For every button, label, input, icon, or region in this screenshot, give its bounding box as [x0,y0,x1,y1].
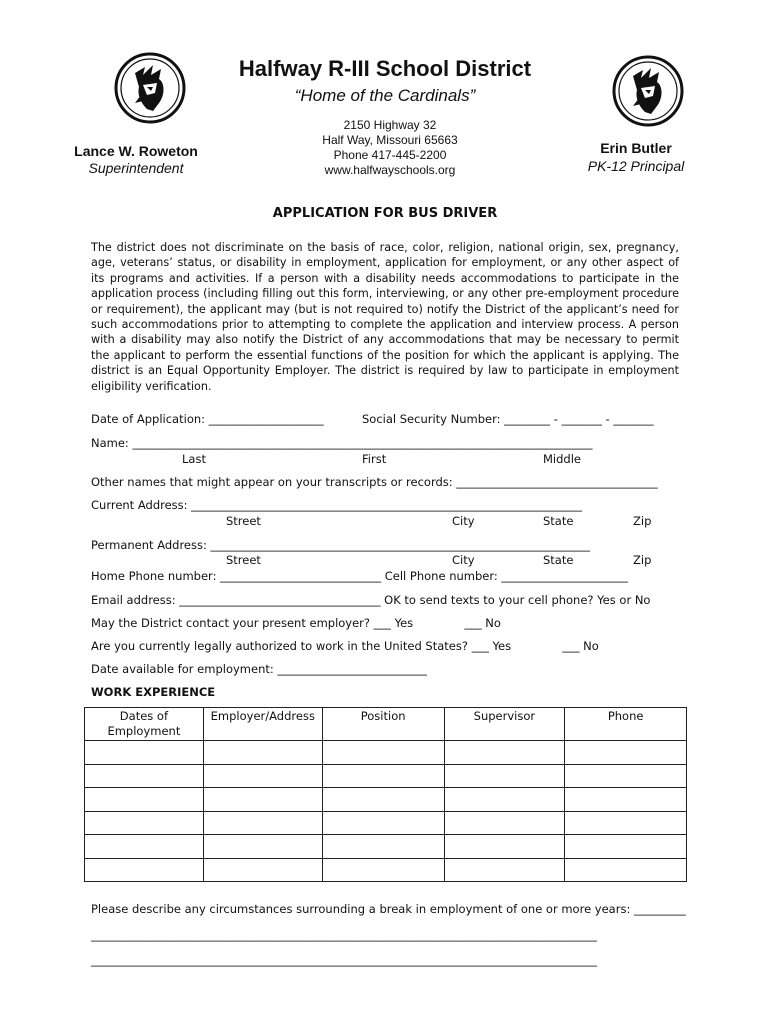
current-city-label: City [452,514,475,528]
permanent-city-label: City [452,553,475,567]
principal-title: PK-12 Principal [587,158,685,174]
address-city: Half Way, Missouri 65663 [322,133,458,147]
table-cell[interactable] [565,858,687,882]
nondiscrimination-statement: The district does not discriminate on the basis of race, color, religion, national origin, sex, pregnancy, age, veterans’ status, or disability in employment, application for employment, or any other aspect of its programs and activities. If a person with a disability needs accommodations to participate in the application process (including filling out this form, interviewing, or any other pre-employment procedure or requirement), the applicant may (but is not required to) notify the District of the applicant’s need for such accommodations prior to attempting to complete the application and interview process. A person with a disability may also notify the District of any accommodations that may be necessary to permit the applicant to perform the essential functions of the position for which the applicant is applying. The district is an Equal Opportunity Employer. The district is required by law to participate in employment eligibility verification. [91,241,679,393]
table-cell[interactable] [444,858,565,882]
work-experience-heading: WORK EXPERIENCE [91,685,216,699]
employment-break-question[interactable]: Please describe any circumstances surrounding a break in employment of one or more years: _________ [91,902,686,916]
email-field[interactable]: Email address: ___________________________________ OK to send texts to your cell phone? Yes or No [91,593,651,607]
table-cell[interactable] [203,811,322,835]
table-cell[interactable] [85,788,204,812]
table-cell[interactable] [322,764,444,788]
other-names-field[interactable]: Other names that might appear on your transcripts or records: ___________________________________ [91,475,658,489]
table-cell[interactable] [565,811,687,835]
table-cell[interactable] [322,788,444,812]
address-website: www.halfwayschools.org [324,163,456,177]
table-cell[interactable] [322,741,444,765]
address-phone: Phone 417-445-2200 [333,148,447,162]
table-cell[interactable] [444,788,565,812]
table-row [85,858,687,882]
table-cell[interactable] [444,835,565,859]
table-cell[interactable] [565,835,687,859]
table-row [85,741,687,765]
table-cell[interactable] [203,788,322,812]
col-position: Position [322,708,444,741]
table-row [85,835,687,859]
table-cell[interactable] [565,788,687,812]
table-cell[interactable] [85,764,204,788]
employment-break-line-1[interactable]: ________________________________________________________________________________________ [91,928,597,942]
table-cell[interactable] [85,741,204,765]
col-phone: Phone [565,708,687,741]
table-row [85,811,687,835]
permanent-zip-label: Zip [633,553,652,567]
table-cell[interactable] [444,811,565,835]
table-cell[interactable] [322,811,444,835]
district-name: Halfway R-III School District [238,56,532,81]
form-title: APPLICATION FOR BUS DRIVER [272,206,498,221]
current-address-field[interactable]: Current Address: ____________________________________________________________________ [91,498,583,512]
current-state-label: State [543,514,574,528]
address-street: 2150 Highway 32 [343,118,437,132]
principal-name: Erin Butler [600,140,672,156]
table-cell[interactable] [85,858,204,882]
table-cell[interactable] [444,764,565,788]
col-supervisor: Supervisor [444,708,565,741]
permanent-street-label: Street [226,553,261,567]
table-row [85,764,687,788]
col-employer-address: Employer/Address [203,708,322,741]
table-cell[interactable] [203,835,322,859]
table-cell[interactable] [322,858,444,882]
contact-employer-question[interactable]: May the District contact your present employer? ___ Yes ___ No [91,616,501,630]
table-cell[interactable] [85,835,204,859]
name-first-label: First [362,452,387,466]
table-cell[interactable] [203,858,322,882]
work-experience-table [84,707,687,882]
phone-numbers-field[interactable]: Home Phone number: ____________________________ Cell Phone number: ______________________ [91,569,628,583]
employment-break-line-2[interactable]: ________________________________________________________________________________________ [91,953,597,967]
table-cell[interactable] [444,741,565,765]
table-cell[interactable] [203,764,322,788]
table-cell[interactable] [322,835,444,859]
table-cell[interactable] [203,741,322,765]
name-last-label: Last [182,452,206,466]
table-cell[interactable] [565,764,687,788]
permanent-address-field[interactable]: Permanent Address: __________________________________________________________________ [91,538,591,552]
district-motto: “Home of the Cardinals” [294,86,476,105]
work-authorization-question[interactable]: Are you currently legally authorized to work in the United States? ___ Yes ___ No [91,639,599,653]
ssn-field[interactable]: Social Security Number: ________ - _______ - _______ [362,412,654,426]
date-available-field[interactable]: Date available for employment: __________________________ [91,662,427,676]
table-row [85,788,687,812]
name-field[interactable]: Name: ________________________________________________________________________________ [91,436,593,450]
date-of-application-field[interactable]: Date of Application: ____________________ [91,412,324,426]
superintendent-title: Superintendent [88,160,184,176]
superintendent-name: Lance W. Roweton [74,143,198,159]
current-zip-label: Zip [633,514,652,528]
current-street-label: Street [226,514,261,528]
table-cell[interactable] [565,741,687,765]
col-dates-of-employment: Dates of Employment [85,708,204,741]
permanent-state-label: State [543,553,574,567]
table-cell[interactable] [85,811,204,835]
name-middle-label: Middle [543,452,581,466]
